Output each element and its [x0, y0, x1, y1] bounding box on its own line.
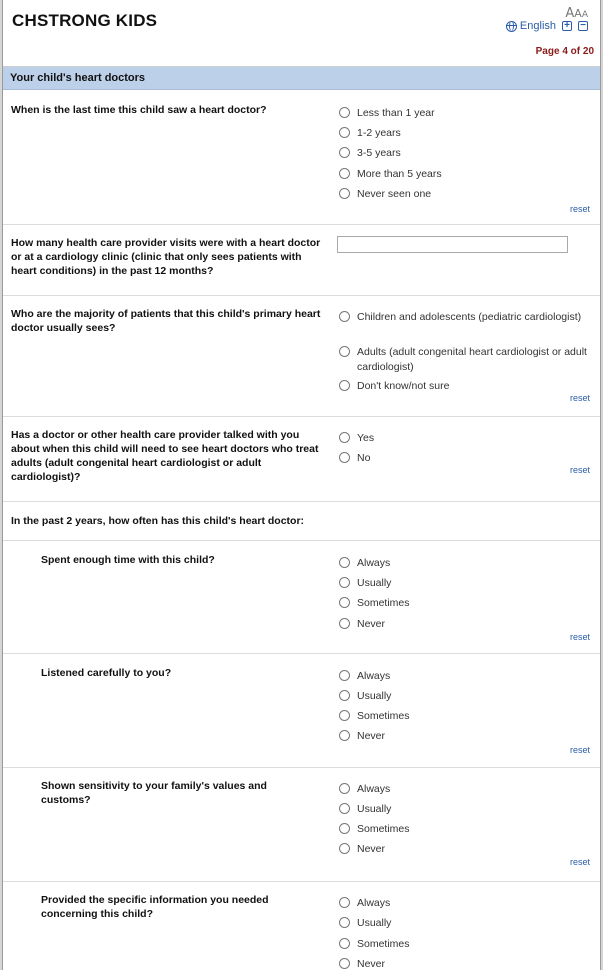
radio-button[interactable] — [339, 897, 350, 908]
font-size-small-button[interactable]: A — [581, 10, 588, 20]
radio-button[interactable] — [339, 380, 350, 391]
option-1-2-years[interactable]: 1-2 years — [339, 126, 594, 141]
radio-button[interactable] — [339, 917, 350, 928]
expand-icon[interactable]: + — [562, 21, 572, 31]
option-usually[interactable]: Usually — [339, 802, 594, 817]
question-transition-talk — [3, 417, 600, 502]
language-selector[interactable] — [506, 20, 588, 32]
app-title: CHSTRONG KIDS — [12, 11, 158, 30]
radio-button[interactable] — [339, 670, 350, 681]
option-more-than-5-years[interactable]: More than 5 years — [339, 167, 594, 182]
option-yes[interactable]: Yes — [339, 431, 594, 446]
question-sensitivity-values — [3, 768, 600, 882]
radio-button[interactable] — [339, 783, 350, 794]
globe-icon — [506, 21, 517, 32]
option-always[interactable]: Always — [339, 669, 594, 684]
radio-button[interactable] — [339, 938, 350, 949]
font-size-controls — [565, 2, 588, 21]
page-indicator: Page 4 of 20 — [535, 46, 594, 57]
font-size-large-button[interactable]: A — [565, 6, 575, 21]
radio-button[interactable] — [339, 107, 350, 118]
reset-link[interactable]: reset — [569, 857, 590, 867]
radio-button[interactable] — [339, 958, 350, 969]
reset-link[interactable]: reset — [569, 204, 590, 214]
question-specific-information — [3, 882, 600, 970]
question-text: Listened carefully to you? — [41, 667, 172, 679]
question-text: How many health care provider visits were with a heart doctor or at a cardiology clinic (clinic that only sees patients with heart conditions) in the past 12 months? — [11, 237, 321, 277]
option-dont-know[interactable]: Don't know/not sure — [339, 379, 594, 394]
reset-link[interactable]: reset — [569, 632, 590, 642]
reset-link[interactable]: reset — [569, 465, 590, 475]
option-usually[interactable]: Usually — [339, 689, 594, 704]
section-header: Your child's heart doctors — [3, 67, 600, 90]
option-never-seen-one[interactable]: Never seen one — [339, 187, 594, 202]
option-never[interactable]: Never — [339, 842, 594, 857]
radio-button[interactable] — [339, 803, 350, 814]
survey-page — [2, 0, 601, 970]
option-always[interactable]: Always — [339, 782, 594, 797]
option-no[interactable]: No — [339, 451, 594, 466]
question-cardiology-visits — [3, 225, 600, 296]
radio-button[interactable] — [339, 188, 350, 199]
radio-button[interactable] — [339, 557, 350, 568]
radio-button[interactable] — [339, 147, 350, 158]
question-text: Has a doctor or other health care provider talked with you about when this child will need to see heart doctors who treat adults (adult congenital heart cardiologist or adult cardiologist)? — [11, 429, 319, 483]
question-text: Who are the majority of patients that this child's primary heart doctor usually sees? — [11, 308, 321, 334]
radio-button[interactable] — [339, 168, 350, 179]
option-3-5-years[interactable]: 3-5 years — [339, 146, 594, 161]
radio-button[interactable] — [339, 730, 350, 741]
radio-button[interactable] — [339, 843, 350, 854]
collapse-icon[interactable]: − — [578, 21, 588, 31]
radio-button[interactable] — [339, 127, 350, 138]
radio-button[interactable] — [339, 710, 350, 721]
reset-link[interactable]: reset — [569, 745, 590, 755]
reset-link[interactable]: reset — [569, 393, 590, 403]
radio-button[interactable] — [339, 432, 350, 443]
question-text: When is the last time this child saw a heart doctor? — [11, 104, 267, 116]
question-text: Spent enough time with this child? — [41, 554, 215, 566]
question-text: In the past 2 years, how often has this child's heart doctor: — [11, 515, 305, 527]
radio-button[interactable] — [339, 346, 350, 357]
question-enough-time — [3, 541, 600, 654]
option-sometimes[interactable]: Sometimes — [339, 596, 594, 611]
option-never[interactable]: Never — [339, 617, 594, 632]
option-sometimes[interactable]: Sometimes — [339, 822, 594, 837]
question-text: Provided the specific information you needed concerning this child? — [41, 894, 269, 920]
option-never[interactable]: Never — [339, 957, 594, 970]
visits-count-input[interactable] — [337, 236, 568, 253]
option-usually[interactable]: Usually — [339, 916, 594, 931]
option-usually[interactable]: Usually — [339, 576, 594, 591]
question-text: Shown sensitivity to your family's values and customs? — [41, 780, 267, 806]
question-listened-carefully — [3, 654, 600, 768]
radio-button[interactable] — [339, 823, 350, 834]
font-size-medium-button[interactable]: A — [574, 7, 582, 20]
radio-button[interactable] — [339, 690, 350, 701]
radio-button[interactable] — [339, 618, 350, 629]
option-adult-cardiologist[interactable]: Adults (adult congenital heart cardiologist or adult cardiologist) — [339, 345, 594, 375]
matrix-question-header — [3, 502, 600, 541]
radio-button[interactable] — [339, 577, 350, 588]
radio-button[interactable] — [339, 597, 350, 608]
language-label: English — [519, 20, 556, 32]
option-pediatric-cardiologist[interactable]: Children and adolescents (pediatric cardiologist) — [339, 310, 594, 325]
header — [3, 0, 600, 67]
option-sometimes[interactable]: Sometimes — [339, 709, 594, 724]
option-always[interactable]: Always — [339, 896, 594, 911]
question-doctor-patient-type — [3, 296, 600, 417]
question-last-heart-doctor-visit — [3, 90, 600, 225]
option-always[interactable]: Always — [339, 556, 594, 571]
option-never[interactable]: Never — [339, 729, 594, 744]
radio-button[interactable] — [339, 452, 350, 463]
option-less-than-1-year[interactable]: Less than 1 year — [339, 106, 594, 121]
option-sometimes[interactable]: Sometimes — [339, 937, 594, 952]
radio-button[interactable] — [339, 311, 350, 322]
